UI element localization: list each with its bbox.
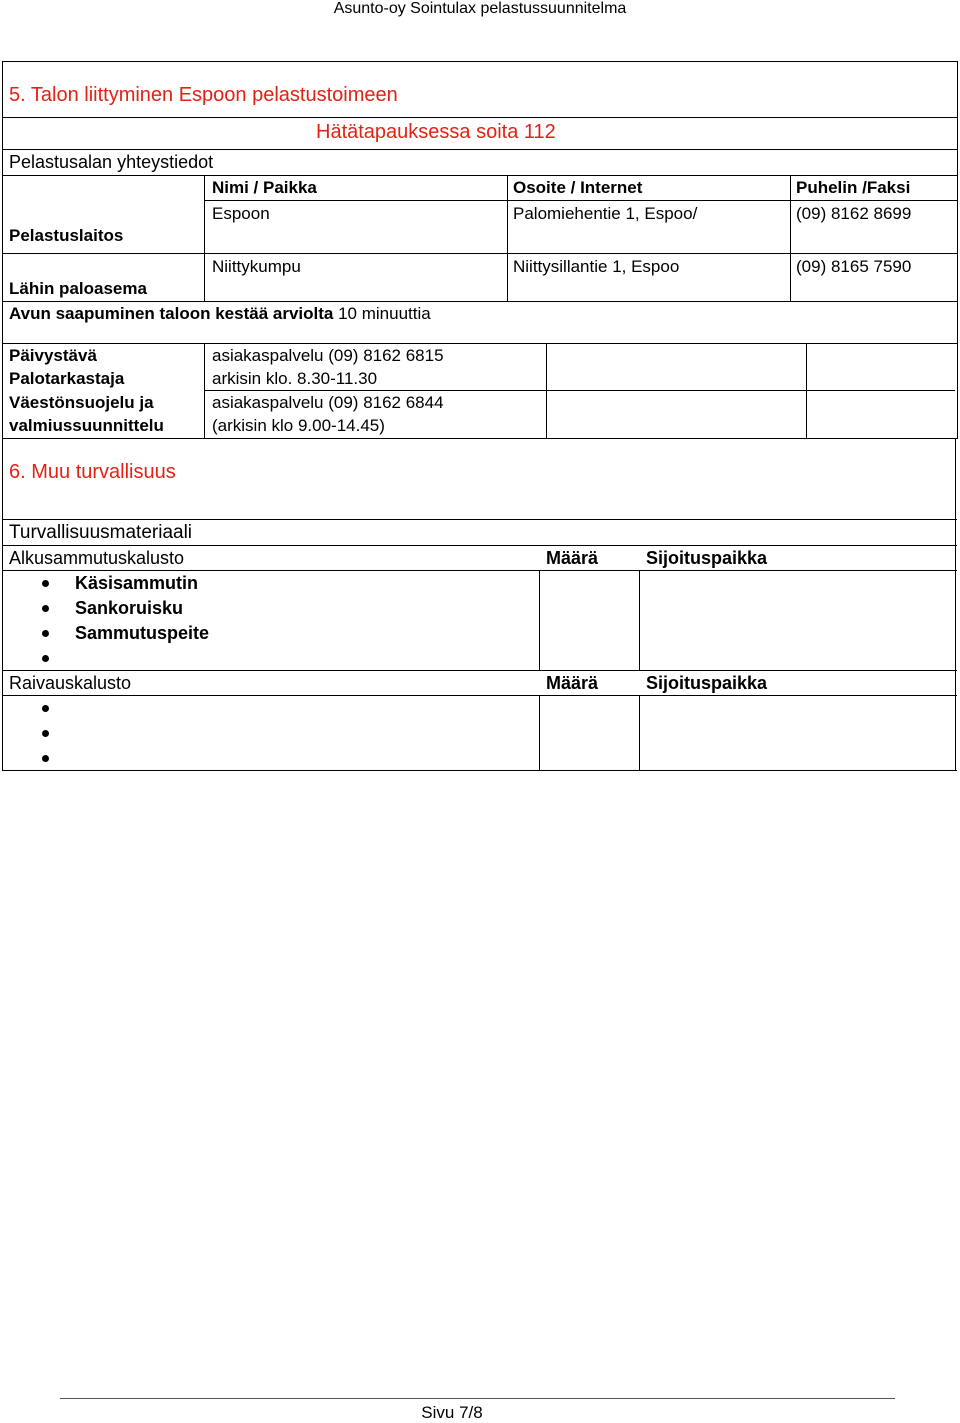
civil-defence-hours: (arkisin klo 9.00-14.45) (212, 416, 385, 435)
clearing-location-header: Sijoituspaikka (646, 673, 768, 693)
bullet-icon (42, 580, 49, 587)
nearest-station-name: Niittykumpu (212, 257, 301, 276)
bullet-icon (42, 605, 49, 612)
section5-heading: 5. Talon liittyminen Espoon pelastustoimeen (9, 84, 398, 106)
nearest-station-phone: (09) 8165 7590 (796, 257, 912, 276)
duty-inspector-phone: asiakaspalvelu (09) 8162 6815 (212, 346, 444, 365)
emergency-number-text: Hätätapauksessa soita 112 (316, 121, 556, 143)
safety-material-title: Turvallisuusmateriaali (9, 522, 193, 543)
list-item: Sankoruisku (75, 598, 184, 618)
rescue-department-address: Palomiehentie 1, Espoo/ (513, 204, 698, 223)
nearest-station-address: Niittysillantie 1, Espoo (513, 257, 680, 276)
clearing-equipment-title: Raivauskalusto (9, 673, 132, 693)
row-label-nearest-station: Lähin paloasema (9, 279, 147, 298)
bullet-icon (42, 705, 49, 712)
page-number: Sivu 7/8 (421, 1403, 483, 1422)
footer-rule (60, 1398, 895, 1399)
civil-defence-label-line1: Väestönsuojelu ja (9, 393, 154, 412)
column-header-name: Nimi / Paikka (212, 178, 317, 197)
clearing-qty-header: Määrä (546, 673, 599, 693)
list-item: Käsisammutin (75, 573, 199, 593)
row-label-rescue-department: Pelastuslaitos (9, 226, 124, 245)
rescue-department-phone: (09) 8162 8699 (796, 204, 912, 223)
bullet-icon (42, 655, 49, 662)
civil-defence-phone: asiakaspalvelu (09) 8162 6844 (212, 393, 444, 412)
bullet-icon (42, 755, 49, 762)
list-item: Sammutuspeite (75, 623, 210, 643)
duty-inspector-label-line2: Palotarkastaja (9, 369, 125, 388)
section6-heading: 6. Muu turvallisuus (9, 461, 176, 483)
column-header-address: Osoite / Internet (513, 178, 643, 197)
civil-defence-label-line2: valmiussuunnittelu (9, 416, 164, 435)
bullet-icon (42, 730, 49, 737)
arrival-time-text (9, 304, 431, 324)
rescue-department-name: Espoon (212, 204, 270, 223)
fire-extinguishing-qty-header: Määrä (546, 548, 599, 568)
arrival-time-label: Avun saapuminen taloon kestää arviolta (9, 304, 334, 323)
fire-extinguishing-location-header: Sijoituspaikka (646, 548, 768, 568)
document-header: Asunto-oy Sointulax pelastussuunnitelma (333, 0, 627, 17)
duty-inspector-hours: arkisin klo. 8.30-11.30 (212, 369, 378, 388)
arrival-time-value: 10 minuuttia (338, 304, 431, 323)
contacts-title: Pelastusalan yhteystiedot (9, 152, 214, 172)
duty-inspector-label-line1: Päivystävä (9, 346, 97, 365)
fire-extinguishing-equipment-title: Alkusammutuskalusto (9, 548, 185, 568)
column-header-phone: Puhelin /Faksi (796, 178, 911, 197)
bullet-icon (42, 630, 49, 637)
